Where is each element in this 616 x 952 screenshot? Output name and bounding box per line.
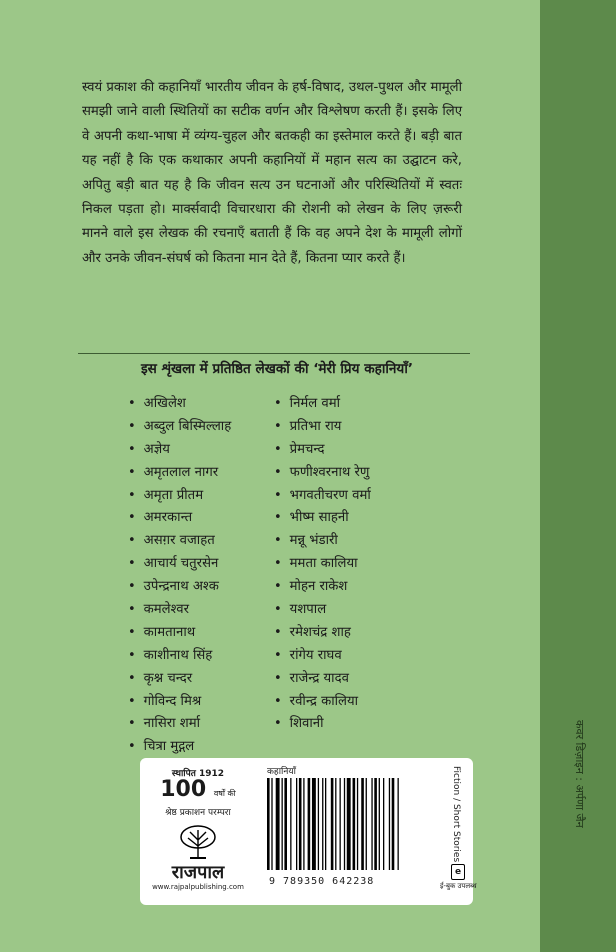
publisher-brand: राजपाल — [171, 862, 225, 883]
hundred-suffix: वर्षों की — [213, 789, 236, 798]
established-text: स्थापित 1912 — [171, 769, 225, 779]
ebook-note: ई-बुक उपलब्ध — [440, 882, 477, 890]
isbn-number: 9 789350 642238 — [269, 876, 375, 887]
tree-icon — [178, 824, 218, 860]
hundred-years — [146, 779, 250, 805]
ebook-icon: e — [451, 864, 465, 880]
author-item: • अखिलेश — [128, 393, 231, 416]
author-item: • गोविन्द मिश्र — [128, 691, 231, 714]
author-item: • अज्ञेय — [128, 439, 231, 462]
hundred-number: 100 — [160, 777, 207, 802]
series-heading: इस शृंखला में प्रतिष्ठित लेखकों की ‘मेरी प्रिय कहानियाँ’ — [140, 361, 414, 377]
publisher-panel — [140, 758, 477, 905]
author-item: • आचार्य चतुरसेन — [128, 553, 231, 576]
author-item: • यशपाल — [274, 599, 371, 622]
author-item: • असग़र वजाहत — [128, 530, 231, 553]
cover-design-credit-text: कवर डिज़ाइन : अर्पणा जैन — [573, 720, 586, 828]
author-item: • अमृतलाल नागर — [128, 462, 231, 485]
barcode-icon — [265, 778, 435, 870]
author-item: • अमरकान्त — [128, 507, 231, 530]
divider — [78, 353, 470, 354]
publisher-tagline: श्रेष्ठ प्रकाशन परम्परा — [165, 808, 231, 818]
author-item: • चित्रा मुद्गल — [128, 736, 231, 759]
book-blurb: स्वयं प्रकाश की कहानियाँ भारतीय जीवन के हर्ष-विषाद, उथल-पुथल और मामूली समझी जाने वाली स्थितियों का सटीक वर्णन और विश्लेषण करती हैं। इसके लिए वे अपनी कथा-भाषा में व्यंग्य-चुहल और बतकही का इस्तेमाल करते हैं। बड़ी बात यह नहीं है कि एक कथाकार अपनी कहानियों में महान सत्य का उद्घाटन करे, अपितु बड़ी बात यह है कि जीवन सत्य उन घटनाओं और परिस्थितियों में स्वतः निकल पड़ता हो। मार्क्सवादी विचारधारा की रोशनी को लेखन के लिए ज़रूरी मानने वाले इस लेखक की रचनाएँ बताती हैं कि वह अपने देश के मामूली लोगों और उनके जीवन-संघर्ष को कितना मान देते हैं, कितना प्यार करते हैं। — [82, 80, 462, 266]
author-item: • कृश्न चन्दर — [128, 668, 231, 691]
author-item: • राजेन्द्र यादव — [274, 668, 371, 691]
author-item: • शिवानी — [274, 713, 371, 736]
author-item: • रवीन्द्र कालिया — [274, 691, 371, 714]
author-item: • मन्नू भंडारी — [274, 530, 371, 553]
author-item: • उपेन्द्रनाथ अश्क — [128, 576, 231, 599]
author-item: • रमेशचंद्र शाह — [274, 622, 371, 645]
author-item: • प्रेमचन्द — [274, 439, 371, 462]
author-item: • अब्दुल बिस्मिल्लाह — [128, 416, 231, 439]
author-item: • कमलेश्वर — [128, 599, 231, 622]
publisher-url: www.rajpalpublishing.com — [152, 883, 244, 891]
author-item: • भगवतीचरण वर्मा — [274, 485, 371, 508]
author-item: • मोहन राकेश — [274, 576, 371, 599]
author-item: • निर्मल वर्मा — [274, 393, 371, 416]
author-list-left — [128, 393, 231, 759]
author-item: • फणीश्वरनाथ रेणु — [274, 462, 371, 485]
barcode-area — [265, 764, 443, 898]
author-item: • कामतानाथ — [128, 622, 231, 645]
author-list-right — [274, 393, 371, 736]
author-item: • नासिरा शर्मा — [128, 713, 231, 736]
genre-english-text: Fiction / Short Stories — [451, 766, 461, 863]
publisher-logo — [146, 766, 250, 894]
genre-hindi: कहानियाँ — [267, 767, 296, 777]
cover-design-credit — [573, 0, 593, 952]
author-item: • प्रतिभा राय — [274, 416, 371, 439]
author-item: • रांगेय राघव — [274, 645, 371, 668]
author-item: • भीष्म साहनी — [274, 507, 371, 530]
author-item: • काशीनाथ सिंह — [128, 645, 231, 668]
author-item: • अमृता प्रीतम — [128, 485, 231, 508]
author-item: • ममता कालिया — [274, 553, 371, 576]
